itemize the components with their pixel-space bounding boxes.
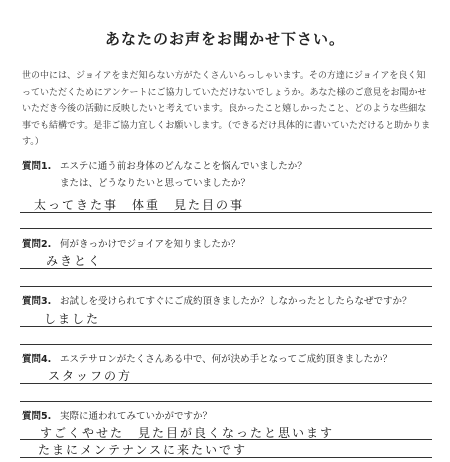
question-1 xyxy=(22,158,432,189)
question-number: 質問3. xyxy=(22,296,52,307)
intro-text: 世の中には、ジョイアをまだ知らない方がたくさんいらっしゃいます。その方達にジョイアを良く知っていただくためにアンケートにご協力していただけないでしょうか。あなた様のご意見をお聞かせいただき今後の活動に反映したいと考えています。良かったこと嬉しかったこと、どのような些細な事でも結構です。是非ご協力宜しくお願いします。（できるだけ具体的に書いていただけると助かります。） xyxy=(22,71,431,147)
question-number: 質問1. xyxy=(22,161,52,172)
answer-line xyxy=(20,401,432,402)
answer-line xyxy=(20,228,432,229)
question-text: お試しを受けられてすぐにご成約頂きましたか？しなかったとしたらなぜですか？ xyxy=(60,296,412,307)
answer-line xyxy=(20,344,432,345)
answer-line xyxy=(20,457,432,458)
question-text: エステサロンがたくさんある中で、何が決め手となってご成約頂きましたか？ xyxy=(60,354,393,365)
answer-line xyxy=(20,286,432,287)
answer-5b: たまにメンテナンスに来たいです xyxy=(38,443,248,457)
answer-line xyxy=(20,212,432,213)
question-2 xyxy=(22,236,432,250)
answer-line xyxy=(20,439,432,440)
question-subtext: または、どうなりたいと思っていましたか？ xyxy=(60,178,251,189)
answer-3: しました xyxy=(44,312,101,326)
question-text: 何がきっかけでジョイアを知りましたか？ xyxy=(60,239,241,250)
answer-4: スタッフの方 xyxy=(48,369,133,383)
answer-line xyxy=(20,383,432,384)
answer-5a: すごくやせた 見た目が良くなったと思います xyxy=(40,426,335,440)
question-number: 質問4. xyxy=(22,354,52,365)
answer-2: みきとく xyxy=(46,254,103,268)
question-text: 実際に通われてみていかがですか？ xyxy=(60,411,213,422)
answer-1: 太ってきた事 体重 見た目の事 xyxy=(34,198,245,212)
question-text: エステに通う前お身体のどんなことを悩んでいましたか？ xyxy=(60,161,307,172)
answer-line xyxy=(20,268,432,269)
question-number: 質問2. xyxy=(22,239,52,250)
page-title: あなたのお声をお聞かせ下さい。 xyxy=(104,30,345,48)
question-number: 質問5. xyxy=(22,411,52,422)
question-4 xyxy=(22,351,432,365)
question-3 xyxy=(22,293,432,307)
answer-line xyxy=(20,326,432,327)
question-5 xyxy=(22,408,432,422)
